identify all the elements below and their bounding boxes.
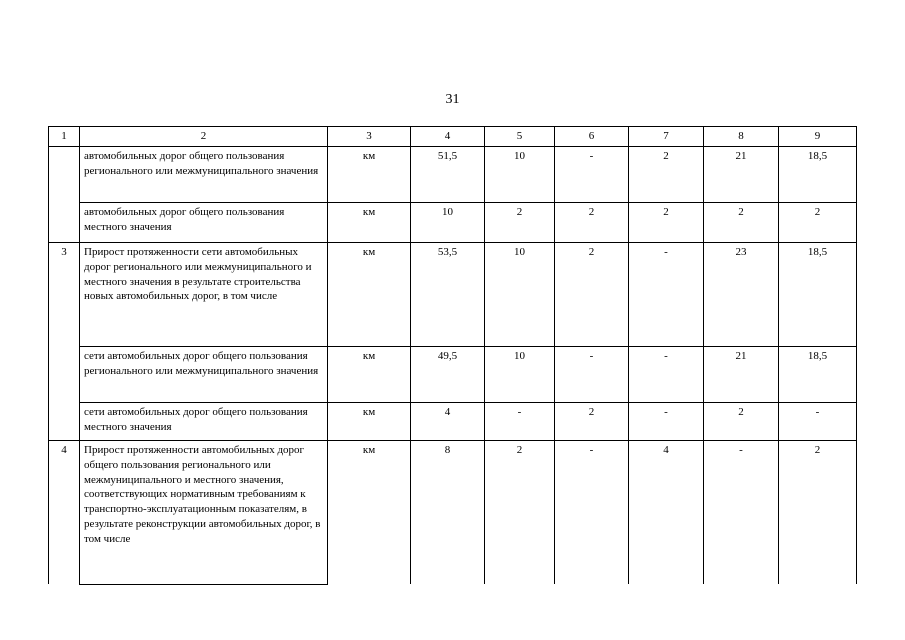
row-value: 10 bbox=[485, 346, 555, 402]
row-value: 4 bbox=[411, 402, 485, 440]
row-value: 23 bbox=[704, 242, 779, 346]
row-value: - bbox=[555, 440, 629, 584]
row-description: автомобильных дорог общего пользования местного значения bbox=[80, 202, 328, 242]
row-value: 2 bbox=[485, 440, 555, 584]
data-table bbox=[48, 126, 857, 585]
row-value: - bbox=[779, 402, 857, 440]
row-unit: км bbox=[328, 440, 411, 584]
row-unit: км bbox=[328, 402, 411, 440]
table-row bbox=[49, 346, 857, 402]
row-value: - bbox=[555, 346, 629, 402]
row-value: 2 bbox=[779, 202, 857, 242]
row-value: 18,5 bbox=[779, 346, 857, 402]
row-description: сети автомобильных дорог общего пользования регионального или межмуниципального значения bbox=[80, 346, 328, 402]
header-cell: 1 bbox=[49, 127, 80, 147]
header-cell: 6 bbox=[555, 127, 629, 147]
row-value: 21 bbox=[704, 346, 779, 402]
row-value: - bbox=[629, 346, 704, 402]
row-value: - bbox=[629, 242, 704, 346]
table-row bbox=[49, 402, 857, 440]
row-unit: км bbox=[328, 146, 411, 202]
row-value: 2 bbox=[555, 242, 629, 346]
row-description: Прирост протяженности сети автомобильных дорог регионального или межмуниципального и местного значения в результате строительства новых автомобильных дорог, в том числе bbox=[80, 242, 328, 346]
header-row bbox=[49, 127, 857, 147]
row-unit: км bbox=[328, 242, 411, 346]
row-number-cell bbox=[49, 146, 80, 242]
row-value: 2 bbox=[704, 202, 779, 242]
table-row bbox=[49, 202, 857, 242]
header-cell: 3 bbox=[328, 127, 411, 147]
row-value: - bbox=[704, 440, 779, 584]
row-unit: км bbox=[328, 346, 411, 402]
row-value: 2 bbox=[485, 202, 555, 242]
page-number: 31 bbox=[445, 92, 460, 107]
row-value: 8 bbox=[411, 440, 485, 584]
row-value: 2 bbox=[779, 440, 857, 584]
row-value: 2 bbox=[555, 202, 629, 242]
row-value: 53,5 bbox=[411, 242, 485, 346]
row-value: - bbox=[555, 146, 629, 202]
row-value: 10 bbox=[411, 202, 485, 242]
row-value: 10 bbox=[485, 242, 555, 346]
row-value: 4 bbox=[629, 440, 704, 584]
header-cell: 5 bbox=[485, 127, 555, 147]
row-number-cell: 4 bbox=[49, 440, 80, 584]
table-row bbox=[49, 146, 857, 202]
row-value: 10 bbox=[485, 146, 555, 202]
row-value: - bbox=[629, 402, 704, 440]
header-cell: 9 bbox=[779, 127, 857, 147]
row-value: 18,5 bbox=[779, 242, 857, 346]
row-unit: км bbox=[328, 202, 411, 242]
row-value: - bbox=[485, 402, 555, 440]
header-cell: 2 bbox=[80, 127, 328, 147]
header-cell: 7 bbox=[629, 127, 704, 147]
table-row bbox=[49, 440, 857, 584]
row-number-cell: 3 bbox=[49, 242, 80, 440]
table-row bbox=[49, 242, 857, 346]
row-description: сети автомобильных дорог общего пользования местного значения bbox=[80, 402, 328, 440]
row-value: 2 bbox=[629, 202, 704, 242]
row-description: Прирост протяженности автомобильных дорог общего пользования регионального или межмуниципального и местного значения, соответствующих нормативным требованиям к транспортно-эксплуатационным показателям, в результате реконструкции автомобильных дорог, в том числе bbox=[80, 440, 328, 584]
row-value: 2 bbox=[704, 402, 779, 440]
header-cell: 8 bbox=[704, 127, 779, 147]
row-value: 18,5 bbox=[779, 146, 857, 202]
row-value: 21 bbox=[704, 146, 779, 202]
row-value: 2 bbox=[629, 146, 704, 202]
row-description: автомобильных дорог общего пользования регионального или межмуниципального значения bbox=[80, 146, 328, 202]
row-value: 49,5 bbox=[411, 346, 485, 402]
row-value: 2 bbox=[555, 402, 629, 440]
header-cell: 4 bbox=[411, 127, 485, 147]
row-value: 51,5 bbox=[411, 146, 485, 202]
